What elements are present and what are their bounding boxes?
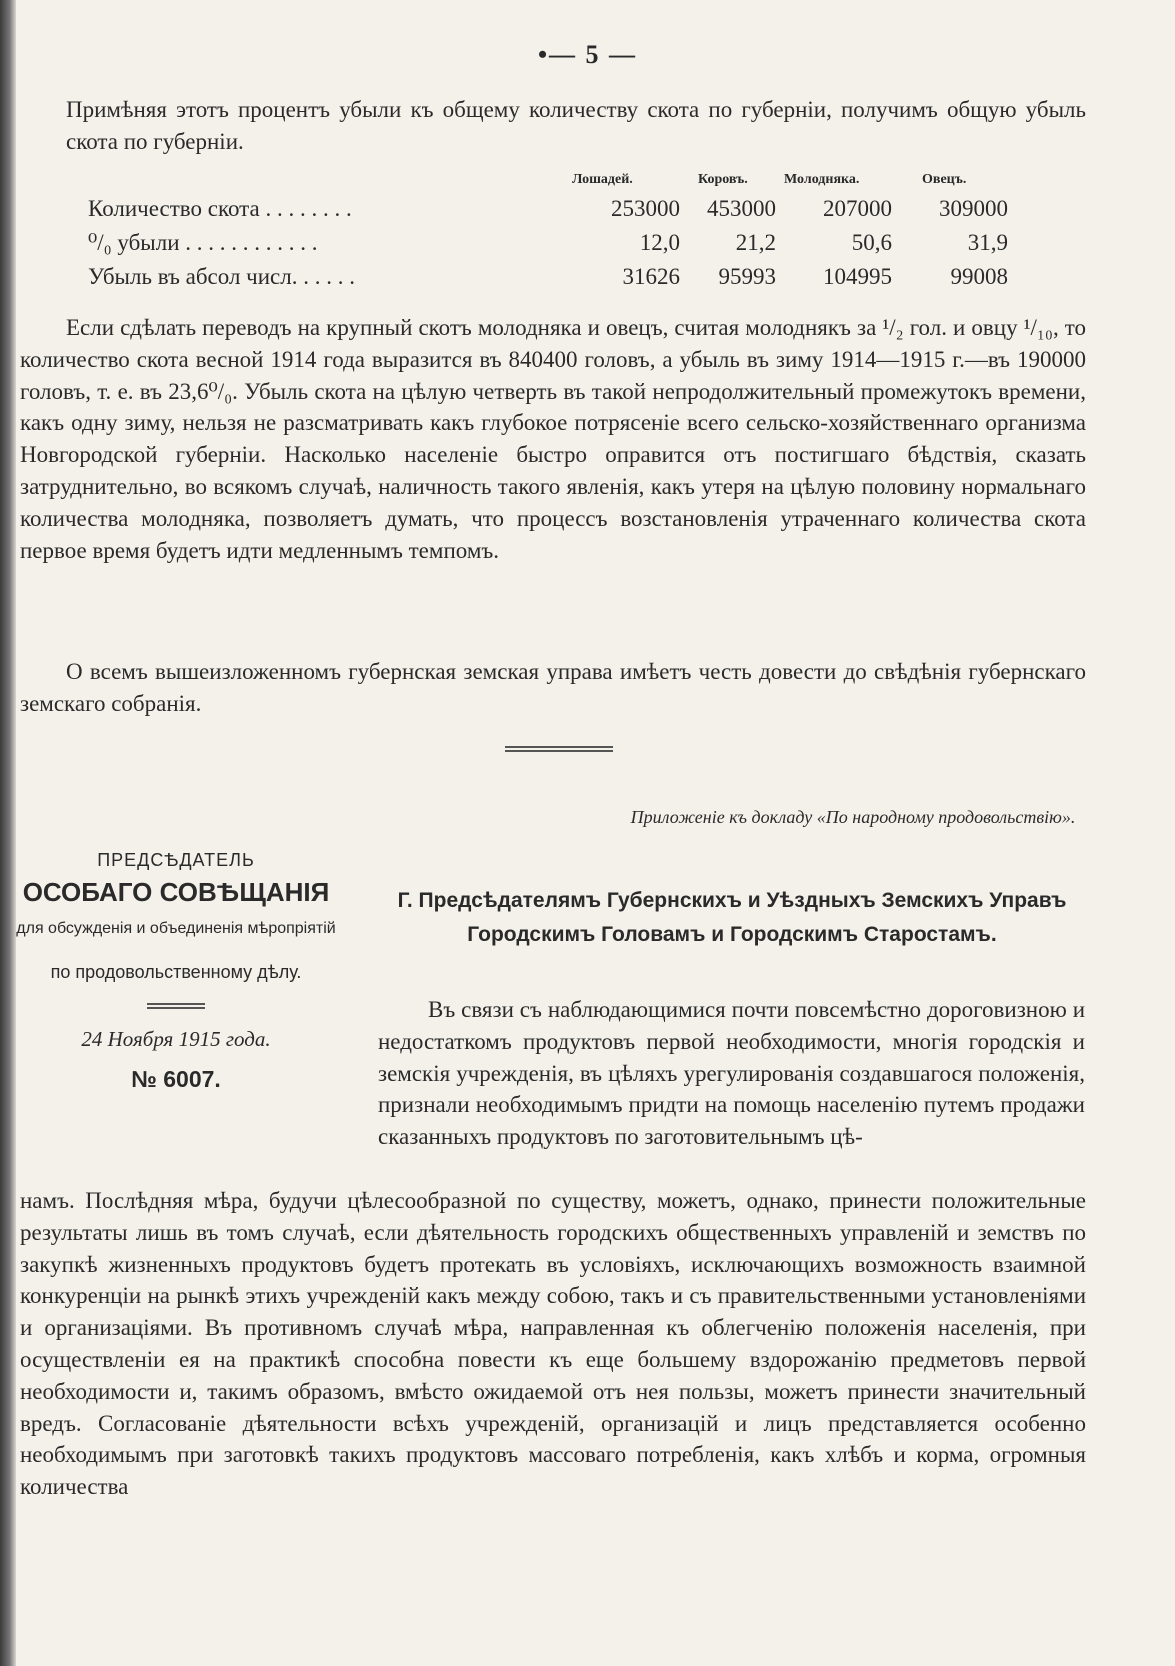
- cell-value: 12,0: [639, 230, 680, 255]
- cell-value: 31626: [622, 264, 680, 289]
- row-label: ⁰/₀ убыли . . . . . . . . . . . .: [88, 230, 318, 255]
- cell-value: 99008: [950, 264, 1008, 289]
- letterhead-title: ПРЕДСѢДАТЕЛЬ: [97, 850, 255, 870]
- letter-number: № 6007.: [131, 1066, 221, 1092]
- cell-value: 253000: [611, 196, 680, 221]
- letter-body: намъ. Послѣдняя мѣра, будучи цѣлесообразной по существу, можетъ, однако, принести положительные результаты лишь въ томъ случаѣ, если дѣятельность городскихъ общественныхъ управленій и земствъ по закупкѣ жизненныхъ продуктовъ будетъ протекать въ условіяхъ, исключающихъ возможность взаимной конкуренціи на рынкѣ этихъ учрежденій какъ между собою, такъ и съ правительственными установленіями и организаціями. Въ противномъ случаѣ мѣра, направленная къ облегченію положенія населенія, при осуществленіи ея на практикѣ способна повести къ еще большему вздорожанію предметовъ первой необходимости и, такимъ образомъ, вмѣсто ожидаемой отъ нея пользы, можетъ принести значительный вредъ. Согласованіе дѣятельности всѣхъ учрежденій, организацій и лицъ представляется особенно необходимымъ при заготовкѣ такихъ продуктовъ массоваго потребленія, какъ хлѣбъ и корма, огромныя количества: [20, 1188, 1086, 1500]
- letterhead-subject: по продовольственному дѣлу.: [50, 962, 302, 982]
- letterhead: [16, 850, 336, 1093]
- row-label: Убыль въ абсол числ. . . . . .: [88, 264, 355, 289]
- col-header-young: Молодняка.: [784, 172, 860, 187]
- cell-value: 207000: [823, 196, 892, 221]
- letter-date: 24 Ноября 1915 года.: [81, 1027, 271, 1051]
- paragraph-analysis: Если сдѣлать переводъ на крупный скотъ молодняка и овецъ, считая молоднякъ за ¹/₂ гол. и овцу ¹/₁₀, то количество скота весной 1914 года выразится въ 840400 головъ, а убыль въ зиму 1914—1915 г.—въ 190000 головъ, т. е. въ 23,6⁰/₀. Убыль скота на цѣлую четверть въ такой непродолжительный промежутокъ времени, какъ одну зиму, нельзя не разсматривать какъ глубокое потрясеніе всего сельско-хозяйственнаго организма Новгородской губерніи. Насколько населеніе быстро оправится отъ постигшаго бѣдствія, сказать затруднительно, во всякомъ случаѣ, наличность такого явленія, какъ утеря на цѣлую половину нормальнаго количества молодняка, позволяетъ думать, что процессъ возстановленія утраченнаго количества скота первое время будетъ идти медленнымъ темпомъ.: [20, 315, 1086, 563]
- appendix-note: Приложеніе къ докладу «По народному продовольствію».: [630, 807, 1076, 827]
- section-divider: [505, 746, 613, 752]
- paragraph-intro: Примѣняя этотъ процентъ убыли къ общему количеству скота по губерніи, получимъ общую убыль скота по губерніи.: [66, 97, 1086, 154]
- cell-value: 453000: [707, 196, 776, 221]
- paragraph-conclusion: О всемъ вышеизложенномъ губернская земская управа имѣетъ честь довести до свѣдѣнія губернскаго земскаго собранія.: [20, 659, 1086, 716]
- letter-intro: Въ связи съ наблюдающимися почти повсемѣстно дороговизною и недостаткомъ продуктовъ первой необходимости, многія городскія и земскія учрежденія, въ цѣляхъ урегулированія создавшагося положенія, признали необходимымъ придти на помощь населенію путемъ продажи сказанныхъ продуктовъ по заготовительнымъ цѣ-: [378, 997, 1085, 1150]
- letterhead-purpose: для обсужденія и объединенія мѣропріятій: [16, 920, 336, 937]
- cell-value: 21,2: [735, 230, 776, 255]
- cell-value: 50,6: [851, 230, 892, 255]
- row-label: Количество скота . . . . . . . .: [88, 196, 352, 221]
- page-number: •— 5 —: [537, 40, 638, 69]
- cell-value: 95993: [718, 264, 776, 289]
- letterhead-divider: [147, 1003, 205, 1009]
- cell-value: 309000: [939, 196, 1008, 221]
- letter-addressee: Г. Предсѣдателямъ Губернскихъ и Уѣздныхъ Земскихъ Управъ Городскимъ Головамъ и Городскимъ Старостамъ.: [397, 889, 1067, 946]
- letterhead-council: ОСОБАГО СОВѢЩАНІЯ: [22, 877, 330, 907]
- cell-value: 31,9: [967, 230, 1008, 255]
- col-header-cows: Коровъ.: [698, 172, 748, 187]
- col-header-sheep: Овецъ.: [922, 172, 967, 187]
- page-binding-edge: [0, 0, 16, 1666]
- cell-value: 104995: [823, 264, 892, 289]
- col-header-horses: Лошадей.: [572, 172, 633, 187]
